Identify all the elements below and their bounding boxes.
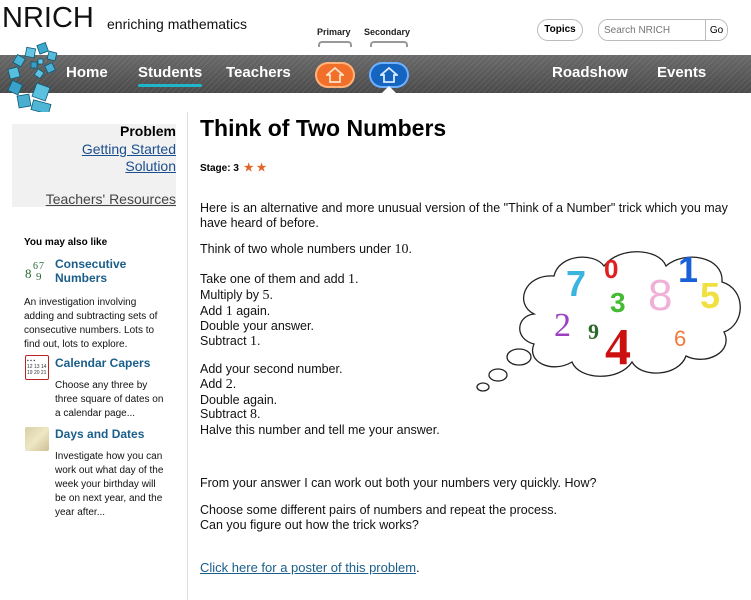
nav-roadshow[interactable]: Roadshow	[552, 64, 628, 81]
steps-block-one	[200, 272, 359, 350]
cloud-digit: 4	[605, 319, 631, 376]
site-logo-text[interactable]: NRICH	[2, 2, 94, 34]
step-line: Subtract 8.	[200, 407, 261, 423]
house-icon	[326, 67, 344, 83]
site-tagline: enriching mathematics	[107, 16, 248, 32]
related-title-line[interactable]: Consecutive	[55, 257, 127, 271]
cloud-digit: 3	[610, 287, 626, 318]
question-paragraph: From your answer I can work out both your numbers very quickly. How?	[200, 476, 597, 490]
sidebar-solution-link[interactable]: Solution	[125, 158, 176, 174]
challenge-paragraph: Choose some different pairs of numbers and repeat the process. Can you figure out how the trick works?	[200, 503, 557, 532]
instruction-think: Think of two whole numbers under 10.	[200, 242, 413, 257]
days-dates-icon[interactable]	[25, 427, 49, 451]
stage-stars-icon: ★ ★	[243, 162, 267, 174]
step-line: Halve this number and tell me your answer.	[200, 423, 440, 438]
active-section-caret-icon	[382, 86, 396, 93]
related-days-and-dates-link[interactable]: Days and Dates	[55, 427, 145, 441]
nav-events[interactable]: Events	[657, 64, 707, 81]
cloud-digit: 6	[674, 326, 687, 351]
svg-text:6: 6	[33, 261, 38, 272]
step-line: Multiply by 5.	[200, 287, 274, 303]
cloud-digit: 2	[554, 307, 571, 344]
calendar-icon[interactable]: ▪ ▪ ▪ 12 13 14 19 20 21	[25, 355, 49, 380]
cloud-digit: 1	[678, 249, 699, 290]
you-may-also-like-heading: You may also like	[24, 237, 108, 248]
cloud-digit: 8	[648, 271, 673, 320]
related-title-line[interactable]: Numbers	[55, 271, 108, 285]
step-line: Add your second number.	[200, 362, 343, 376]
related-calendar-capers-link[interactable]: Calendar Capers	[55, 356, 151, 370]
primary-label[interactable]: Primary	[317, 27, 351, 37]
nav-teachers[interactable]: Teachers	[226, 64, 291, 81]
thought-cloud-illustration	[474, 244, 749, 394]
nav-students[interactable]: Students	[138, 64, 203, 81]
primary-home-button[interactable]	[315, 62, 355, 88]
step-line: Add 2.	[200, 376, 237, 392]
sidebar-teachers-resources-link[interactable]: Teachers' Resources	[45, 191, 176, 207]
svg-text:9: 9	[36, 271, 42, 282]
search-box	[598, 19, 728, 41]
related-consecutive-numbers-link[interactable]	[55, 257, 126, 285]
steps-block-two	[200, 362, 440, 438]
related-consecutive-numbers-desc: An investigation involving adding and subtracting sets of consecutive numbers. Lots to find out, lots to explore.	[24, 297, 158, 350]
stage-text: Stage: 3	[200, 163, 239, 174]
secondary-label[interactable]: Secondary	[364, 27, 411, 37]
primary-bracket	[318, 41, 352, 47]
cloud-digit: 0	[604, 254, 619, 284]
cloud-digit: 7	[566, 263, 587, 304]
cloud-digit: 9	[588, 319, 599, 344]
search-go-button[interactable]: Go	[705, 20, 727, 40]
topics-button[interactable]: Topics	[537, 19, 583, 41]
secondary-home-button[interactable]	[369, 62, 409, 88]
nav-home[interactable]: Home	[66, 64, 108, 81]
step-line: Double your answer.	[200, 319, 314, 334]
page-title: Think of Two Numbers	[200, 115, 447, 141]
related-days-and-dates-desc: Investigate how you can work out what day of the week your birthday will be on next year, and the year after...	[55, 451, 164, 518]
consecutive-numbers-icon[interactable]	[24, 258, 48, 282]
poster-link[interactable]: Click here for a poster of this problem	[200, 560, 417, 575]
nrich-spiral-logo-icon[interactable]	[6, 40, 58, 112]
search-input[interactable]	[599, 20, 705, 40]
sidebar-problem-heading: Problem	[119, 123, 176, 139]
stage-label	[200, 161, 266, 174]
step-line: Subtract 1.	[200, 334, 261, 350]
sidebar-divider	[187, 112, 188, 600]
step-line: Double again.	[200, 392, 278, 407]
poster-link-line: Click here for a poster of this problem.	[200, 560, 420, 575]
related-calendar-capers-desc: Choose any three by three square of dates on a calendar page...	[55, 380, 164, 419]
cloud-digit: 5	[700, 275, 721, 316]
svg-text:7: 7	[39, 261, 44, 272]
intro-paragraph: Here is an alternative and more unusual version of the "Think of a Number" trick which you may have heard of before.	[200, 201, 728, 230]
house-icon	[380, 67, 398, 83]
secondary-bracket	[370, 41, 408, 47]
svg-text:8: 8	[25, 266, 32, 281]
step-line: Add 1 again.	[200, 303, 271, 319]
step-line: Take one of them and add 1.	[200, 272, 359, 287]
sidebar-getting-started-link[interactable]: Getting Started	[81, 141, 176, 157]
